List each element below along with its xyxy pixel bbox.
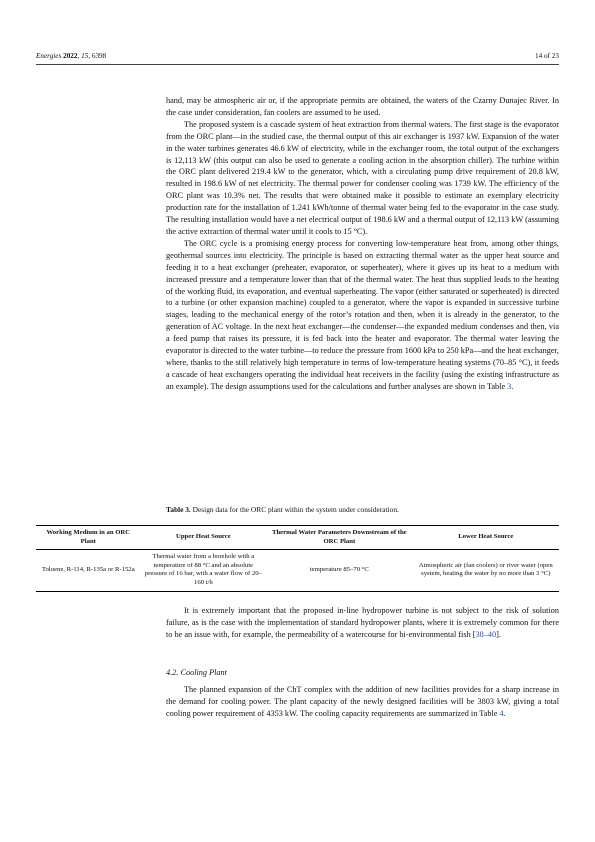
journal-volume: 15: [81, 52, 89, 60]
table-header-row: [36, 526, 559, 550]
table-cell: Thermal water from a borehole with a temperature of 88 °C and an absolute pressure of 16 bar, with a water flow of 20–160 t/h: [141, 550, 267, 591]
citation-link[interactable]: 38–40: [475, 629, 497, 639]
paragraph: [166, 684, 559, 720]
column-header: Thermal Water Parameters Downstream of the ORC Plant: [266, 526, 412, 550]
journal-citation: Energies 2022, 15, 6398: [36, 52, 107, 60]
cooling-plant-text: [166, 684, 559, 720]
paragraph: [166, 605, 559, 641]
body-text-after-table: [166, 605, 559, 641]
journal-name: Energies: [36, 52, 62, 60]
column-header: Working Medium in an ORC Plant: [36, 526, 141, 550]
article-number: 6398: [91, 52, 107, 60]
paragraph-text: The planned expansion of the ChT complex with the addition of new facilities provides for a sharp increase in the demand for cooling power. The plant capacity of the newly designed facilities will be 3803 kW, giving a total cooling power requirement of 4353 kW. The cooling capacity requirements are summarized in Table: [166, 685, 559, 718]
table-cell: Toluene, R-114, R-135a or R-152a: [36, 550, 141, 591]
table-reference-link[interactable]: 3: [507, 381, 512, 391]
header-divider: [36, 64, 559, 65]
paragraph: hand, may be atmospheric air or, if the appropriate permits are obtained, the waters of the Czarny Dunajec River. In the case under consideration, fan coolers are assumed to be used.: [166, 96, 559, 117]
table-row: [36, 550, 559, 591]
table-cell: temperature 85–70 °C: [266, 550, 412, 591]
design-data-table: [36, 525, 559, 592]
paragraph-text: It is extremely important that the proposed in-line hydropower turbine is not subject to the risk of solution failure, as is the case with the implementation of standard hydropower plants, where it is extremely common for there to be an issue with, for example, the permeability of a watercourse for bi-environmental fish [: [166, 606, 559, 639]
paragraph: The ORC cycle is a promising energy process for converting low-temperature heat from, among other things, geothermal sources into electricity. The principle is based on extracting thermal water as the upper heat source and feeding it to a heat exchanger (preheater, evaporator, or superheater), where it gives up its heat to a medium with increased pressure and a temperature lower than that of the thermal water. The heat thus supplied leads to the heating of the working fluid, its evaporation, and eventual superheating. The vapor (either saturated or superheated) is directed to a turbine (or other expansion machine) coupled to a generator, where the vapor is expanded in successive turbine stages, leading to the mechanical energy of the rotor’s rotation and then, when it is already in the generator, to the generation of AC voltage. In the next heat exchanger—the condenser—the expanded medium condenses and then, via a feed pump that raises its pressure, it is fed back into the heater and evaporator. The thermal water leaving the evaporator is directed to the water turbine—to reduce the pressure from 1600 kPa to 250 kPa—and the heat exchanger, where, thanks to the still relatively high temperature in terms of low-temperature heating systems (70–85 °C), it feeds a cascade of heat exchangers operating the individual heat receivers in the facility (using the existing infrastructure as an example). The design assumptions used for the calculations and further analyses are shown in Table 3.: [166, 238, 559, 391]
page-header: [36, 52, 559, 64]
journal-year: 2022: [63, 52, 78, 60]
paragraph: The proposed system is a cascade system of heat extraction from thermal waters. The first stage is the evaporator from the ORC plant—in the studied case, the thermal output of this air exchanger is 1937 kW. Expansion of the water in the water turbines generates 46.6 kW of electricity, while in the exchanger room, the total output of the exchangers is 12,113 kW (this output can also be used to generate a cooling action in the absorption chiller). The turbine within the ORC plant delivered 219.4 kW to the generator, which, with a circulating pump drive requirement of 20.8 kW, resulted in 198.6 kW of net electricity. The thermal power for condenser cooling was 1739 kW. The efficiency of the ORC plant was 10.3% net. The results that were obtained make it possible to estimate an exemplary electricity production rate for the installation of 1.241 kWh/tonne of thermal water being fed to the evaporator in the case study. The resulting installation would have a net electrical output of 198.6 kW and a thermal output of 12,113 kW (assuming the active extraction of thermal water until it cools to 15 °C).: [166, 119, 559, 236]
page-number: 14 of 23: [535, 52, 559, 60]
table-reference-link[interactable]: 4: [499, 708, 504, 718]
paragraph-end: ].: [496, 629, 501, 639]
column-header: Upper Heat Source: [141, 526, 267, 550]
caption-text: Design data for the ORC plant within the system under consideration.: [192, 505, 399, 514]
paragraph-end: .: [503, 708, 506, 718]
paragraph-text: The ORC cycle is a promising energy process for converting low-temperature heat from, among other things, geothermal sources into electricity. The principle is based on extracting thermal water as the upper heat source and feeding it to a heat exchanger (preheater, evaporator, or superheater), where it gives up its heat to a medium with increased pressure and a temperature lower than that of the thermal water. The heat thus supplied leads to the heating of the working fluid, its evaporation, and eventual superheating. The vapor (either saturated or superheated) is directed to a turbine (or other expansion machine) coupled to a generator, where the vapor is expanded in successive turbine stages, leading to the mechanical energy of the rotor’s rotation and then, when it is already in the generator, to the generation of AC voltage. In the next heat exchanger—the condenser—the expanded medium condenses and then, via a feed pump that raises its pressure, it is fed back into the heater and evaporator. The thermal water leaving the evaporator is directed to the water turbine—to reduce the pressure from 1600 kPa to 250 kPa—and the heat exchanger, where, thanks to the still relatively high temperature in terms of low-temperature heating systems (70–85 °C), it feeds a cascade of heat exchangers operating the individual heat receivers in the facility (using the existing infrastructure as an example). The design assumptions used for the calculations and further analyses are shown in Table: [166, 238, 559, 391]
table-cell: Atmospheric air (fan coolers) or river water (open system, heating the water by no more than 3 °C): [413, 550, 559, 591]
caption-label: Table 3.: [166, 505, 191, 514]
section-title: 4.2. Cooling Plant: [166, 668, 227, 677]
body-text: [166, 95, 559, 393]
column-header: Lower Heat Source: [413, 526, 559, 550]
table-caption: [166, 505, 559, 515]
